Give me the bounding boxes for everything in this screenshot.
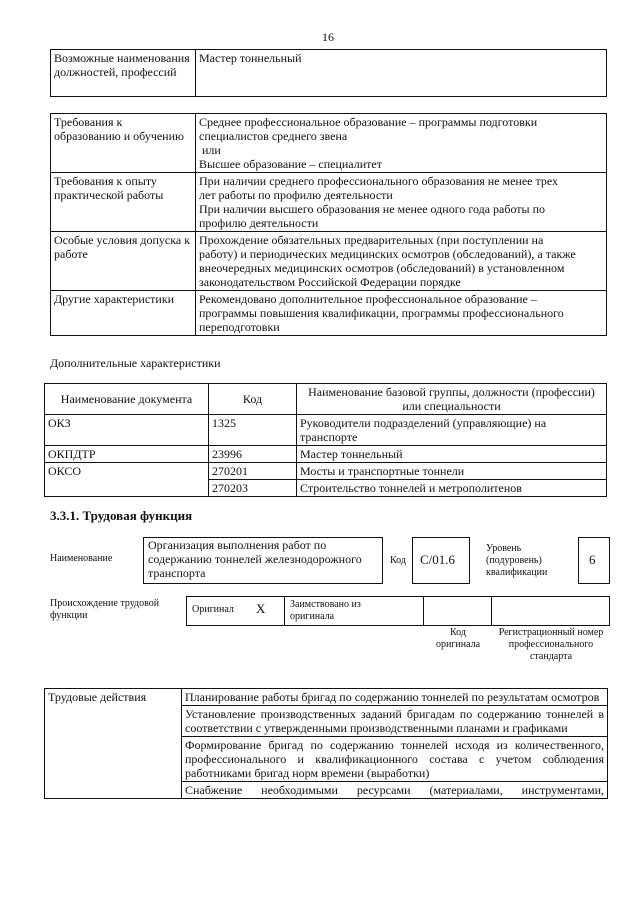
actions-label: Трудовые действия <box>45 689 182 799</box>
cell-doc: ОКПДТР <box>45 446 209 463</box>
action-item: Планирование работы бригад по содержанию тоннелей по результатам осмотров <box>182 689 608 706</box>
action-item: Снабжение необходимыми ресурсами (материалами, инструментами, <box>182 782 608 799</box>
requirements-table <box>50 113 607 336</box>
origin-divider-3 <box>491 596 492 625</box>
possible-names-label: Возможные наименования должностей, профессий <box>51 50 196 97</box>
cell-doc: ОКЗ <box>45 415 209 446</box>
header-code: Код <box>209 384 297 415</box>
requirement-line: Прохождение обязательных предварительных (при поступлении на <box>199 233 544 247</box>
origin-mark: X <box>256 601 266 616</box>
possible-names-table <box>50 49 607 97</box>
requirement-line: При наличии среднего профессионального образования не менее трех <box>199 174 559 188</box>
table-row <box>45 689 608 706</box>
action-item: Установление производственных заданий бригадам по содержанию тоннелей в соответствии с утвержденными производственными планами и графиками <box>182 706 608 737</box>
requirement-row <box>51 114 607 173</box>
requirement-row <box>51 232 607 291</box>
cell-name: Строительство тоннелей и метрополитенов <box>297 480 607 497</box>
requirement-line: Среднее профессиональное образование – программы подготовки <box>199 115 538 129</box>
cell-name: Мастер тоннельный <box>297 446 607 463</box>
requirement-value <box>196 291 607 336</box>
requirement-line: лет работы по профилю деятельности <box>199 188 393 202</box>
function-code-value: С/01.6 <box>420 552 456 567</box>
requirement-value <box>196 232 607 291</box>
origin-label: Происхождение трудовой функции <box>50 598 160 621</box>
cell-code: 1325 <box>209 415 297 446</box>
action-item: Формирование бригад по содержанию тоннелей исходя из количественного, профессионального и квалификационного состава с учетом соблюдения работниками бригад норм времени (выработки) <box>182 737 608 782</box>
table-row <box>45 415 607 446</box>
requirement-label: Другие характеристики <box>51 291 196 336</box>
actions-table <box>44 688 608 799</box>
possible-names-value: Мастер тоннельный <box>196 50 607 97</box>
additional-table <box>44 383 607 497</box>
requirement-line: Рекомендовано дополнительное профессиональное образование – <box>199 292 537 306</box>
table-row <box>45 446 607 463</box>
function-level-label: Уровень (подуровень) квалификации <box>486 543 548 578</box>
function-level-value: 6 <box>589 552 596 567</box>
cell-doc: ОКСО <box>45 463 209 480</box>
function-heading: 3.3.1. Трудовая функция <box>50 508 193 523</box>
table-row <box>45 463 607 480</box>
header-name: Наименование базовой группы, должности (профессии) или специальности <box>297 384 607 415</box>
requirement-line: программы повышения квалификации, программы профессионального <box>199 306 564 320</box>
function-code-label: Код <box>390 555 406 566</box>
requirement-line: При наличии высшего образования не менее одного года работы по <box>199 202 546 216</box>
origin-divider-1 <box>284 596 285 625</box>
cell-name: Мосты и транспортные тоннели <box>297 463 607 480</box>
origin-reg-caption: Регистрационный номер профессионального стандарта <box>498 627 604 662</box>
origin-original-label: Оригинал <box>192 604 234 615</box>
cell-name: Руководители подразделений (управляющие) на транспорте <box>297 415 607 446</box>
additional-header-row <box>45 384 607 415</box>
origin-divider-2 <box>423 596 424 625</box>
requirement-label: Требования к опыту практической работы <box>51 173 196 232</box>
requirement-row <box>51 173 607 232</box>
requirement-line: работу) и периодических медицинских осмотров (обследований), а также <box>199 247 576 261</box>
requirement-line: внеочередных медицинских осмотров (обследований) в установленном <box>199 261 565 275</box>
function-name-value: Организация выполнения работ по содержанию тоннелей железнодорожного транспорта <box>148 538 362 580</box>
requirement-line: специалистов среднего звена <box>199 129 348 143</box>
requirement-line: законодательством Российской Федерации порядке <box>199 275 461 289</box>
requirement-value <box>196 114 607 173</box>
cell-code: 270203 <box>209 480 297 497</box>
requirement-line: Высшее образование – специалитет <box>199 157 382 171</box>
origin-code-caption: Код оригинала <box>435 627 481 650</box>
requirement-line: профилю деятельности <box>199 216 319 230</box>
requirement-label: Требования к образованию и обучению <box>51 114 196 173</box>
cell-doc <box>45 480 209 497</box>
origin-borrowed-label: Заимствовано из оригинала <box>290 599 361 622</box>
header-document: Наименование документа <box>45 384 209 415</box>
requirement-value <box>196 173 607 232</box>
table-row <box>45 480 607 497</box>
cell-code: 23996 <box>209 446 297 463</box>
requirement-line: переподготовки <box>199 320 280 334</box>
page-number: 16 <box>322 30 334 44</box>
function-name-label: Наименование <box>50 553 113 564</box>
requirement-line: или <box>199 143 221 157</box>
requirement-label: Особые условия допуска к работе <box>51 232 196 291</box>
additional-title: Дополнительные характеристики <box>50 356 221 370</box>
cell-code: 270201 <box>209 463 297 480</box>
requirement-row <box>51 291 607 336</box>
